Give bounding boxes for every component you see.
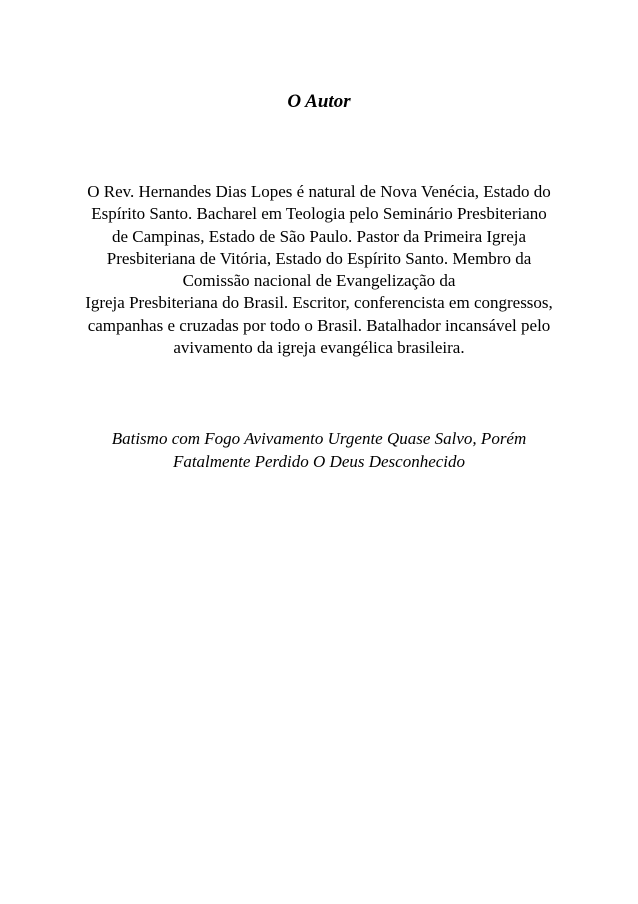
bio-line: O Rev. Hernandes Dias Lopes é natural de Nova Venécia, Estado do (87, 182, 551, 201)
books-line: Batismo com Fogo Avivamento Urgente Quase Salvo, Porém (111, 429, 527, 448)
book-titles (40, 427, 598, 473)
bio-line: Presbiteriana de Vitória, Estado do Espírito Santo. Membro da (106, 248, 532, 268)
author-bio (30, 181, 608, 359)
bio-line: Comissão nacional de Evangelização da (182, 271, 456, 291)
books-line: Fatalmente Perdido O Deus Desconhecido (172, 452, 466, 471)
page-title: O Autor (287, 91, 351, 112)
bio-line: Espírito Santo. Bacharel em Teologia pelo Seminário Presbiteriano (91, 204, 547, 224)
bio-line: de Campinas, Estado de São Paulo. Pastor da Primeira Igreja (111, 226, 527, 246)
bio-line: campanhas e cruzadas por todo o Brasil. Batalhador incansável pelo (87, 315, 551, 335)
bio-line: avivamento da igreja evangélica brasileira. (173, 338, 465, 358)
bio-line: Igreja Presbiteriana do Brasil. Escritor, conferencista em congressos, (85, 293, 553, 313)
